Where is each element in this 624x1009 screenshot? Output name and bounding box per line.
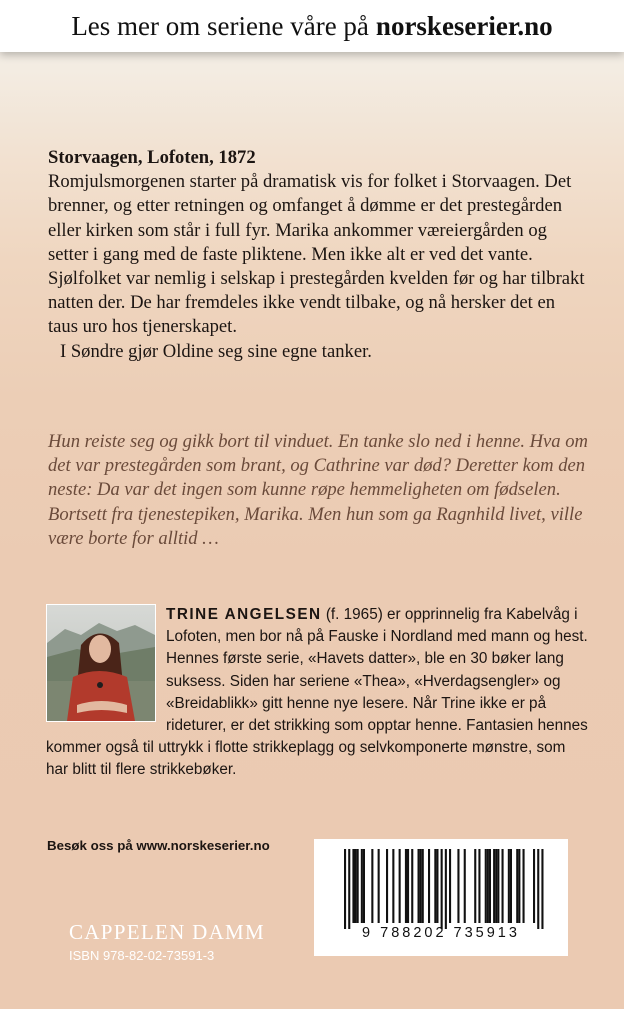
barcode-bar bbox=[357, 849, 359, 923]
barcode-bar bbox=[487, 849, 489, 923]
author-name: TRINE ANGELSEN bbox=[166, 606, 322, 623]
book-excerpt: Hun reiste seg og gikk bort til vinduet. En tanke slo ned i henne. Hva om det var prestegården som brant, og Cathrine var død? Deretter kom den neste: Da var det ingen som kunne røpe hemmeligheten om fødselen. Bortsett fra tjenestepiken, Marika. Men hun som ga Ragnhild livet, ville være borte for alltid … bbox=[48, 431, 588, 549]
barcode-bar bbox=[516, 849, 518, 923]
barcode-bar bbox=[420, 849, 422, 923]
barcode-bar bbox=[411, 849, 413, 923]
barcode-bar bbox=[441, 849, 443, 929]
publisher-logo: CAPPELEN DAMM bbox=[69, 920, 266, 944]
barcode-bar bbox=[489, 849, 491, 923]
barcode-bar bbox=[405, 849, 407, 923]
barcode-bar bbox=[434, 849, 436, 923]
barcode-bar bbox=[352, 849, 354, 923]
visit-link[interactable]: Besøk oss på www.norskeserier.no bbox=[47, 838, 270, 853]
author-bio: (f. 1965) er opprinnelig fra Kabelvåg i Lofoten, men bor nå på Fauske i Nordland med mann og hest. Hennes første serie, «Havets datter», ble en 30 bøker lang suksess. Siden har seriene «Thea», «Hverdagsengler» og «Breidablikk» gitt henne nye lesere. Når Trine ikke er på rideturer, er det strikking som opptar henne. Fantasien hennes kommer også til uttrykk i flotte strikkeplagg og selvkomponerte mønstre, som har blitt til flere strikkebøker. bbox=[46, 606, 588, 779]
barcode-bar bbox=[344, 849, 346, 929]
barcode-bar bbox=[478, 849, 480, 923]
barcode-bar bbox=[502, 849, 504, 923]
barcode-bar bbox=[371, 849, 373, 923]
barcode-bar bbox=[510, 849, 512, 923]
barcode-bar bbox=[418, 849, 420, 923]
barcode-bar bbox=[508, 849, 510, 923]
barcode-bar bbox=[493, 849, 495, 923]
barcode-bar bbox=[363, 849, 365, 923]
barcode-bar bbox=[348, 849, 350, 929]
barcode-bar bbox=[422, 849, 424, 923]
barcode-bar bbox=[533, 849, 535, 923]
barcode-bar bbox=[457, 849, 459, 923]
barcode-bar bbox=[497, 849, 499, 923]
barcode bbox=[314, 839, 568, 956]
barcode-bar bbox=[436, 849, 438, 923]
barcode-bar bbox=[428, 849, 430, 923]
barcode-bar bbox=[485, 849, 487, 923]
banner-site-link[interactable]: norskeserier.no bbox=[375, 10, 553, 41]
barcode-bar bbox=[445, 849, 447, 929]
isbn-text: ISBN 978-82-02-73591-3 bbox=[69, 948, 215, 963]
top-banner bbox=[0, 0, 624, 52]
banner-prefix: Les mer om seriene våre på bbox=[71, 10, 369, 41]
barcode-bar bbox=[378, 849, 380, 923]
barcode-bar bbox=[537, 849, 539, 929]
barcode-bar bbox=[355, 849, 357, 923]
blurb-heading: Storvaagen, Lofoten, 1872 bbox=[48, 147, 256, 168]
barcode-bar bbox=[464, 849, 466, 923]
barcode-bar bbox=[523, 849, 525, 923]
blurb-body: Romjulsmorgenen starter på dramatisk vis for folket i Storvaagen. Det brenner, og etter retningen og omfanget å dømme er det prestegården eller kirken som står i full fyr. Marika ankommer væreiergården og setter i gang med de faste pliktene. Men ikke alt er ved det vante. Sjølfolket var nemlig i selskap i prestegården kvelden før og har tilbrakt natten der. De har fremdeles ikke vendt tilbake, og nå hersker det en taus uro hos tjenerskapet. bbox=[48, 171, 585, 338]
barcode-bar bbox=[495, 849, 497, 923]
barcode-bar bbox=[449, 849, 451, 923]
author-photo bbox=[46, 604, 156, 722]
barcode-bar bbox=[518, 849, 520, 923]
barcode-number: 9 788202 735913 bbox=[362, 925, 520, 941]
barcode-bar bbox=[541, 849, 543, 929]
barcode-bar bbox=[474, 849, 476, 923]
barcode-bar bbox=[392, 849, 394, 923]
barcode-bar bbox=[407, 849, 409, 923]
barcode-bar bbox=[361, 849, 363, 923]
barcode-bar bbox=[386, 849, 388, 923]
blurb bbox=[48, 146, 588, 364]
blurb-second-paragraph: I Søndre gjør Oldine seg sine egne tanker. bbox=[60, 340, 372, 362]
author-section bbox=[46, 604, 591, 782]
barcode-bar bbox=[399, 849, 401, 923]
